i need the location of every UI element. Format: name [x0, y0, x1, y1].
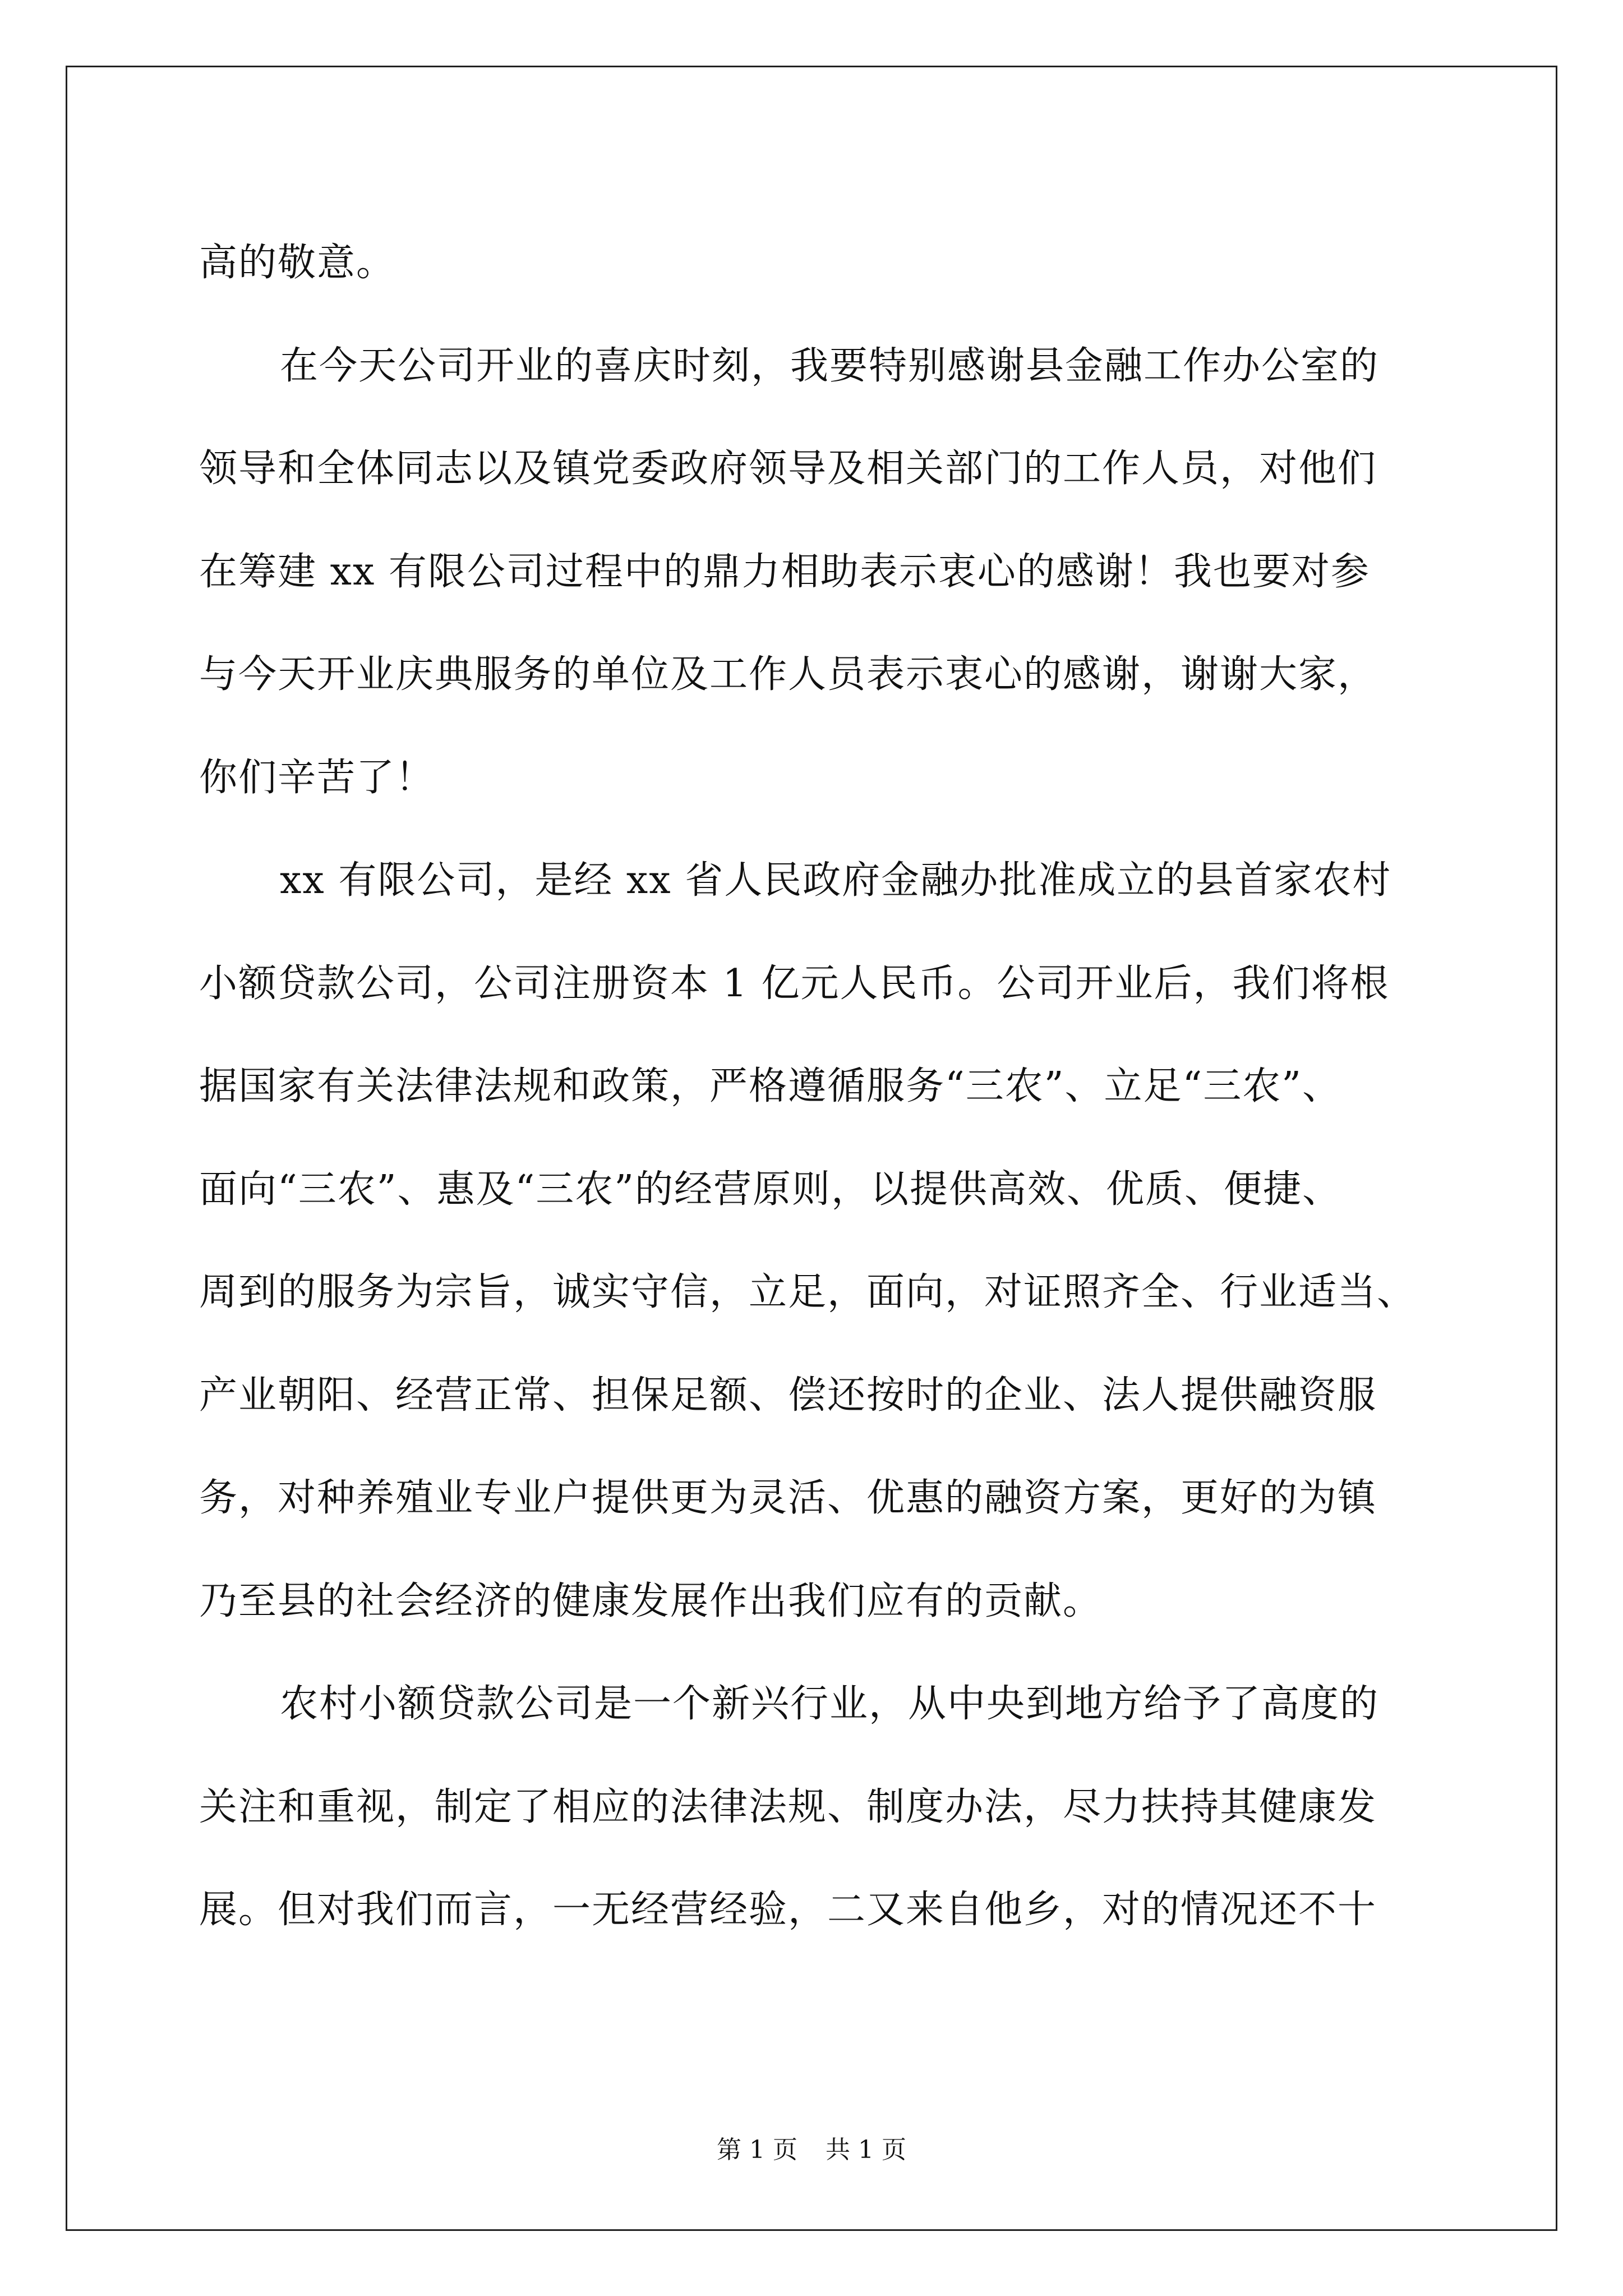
- text-line: 你们辛苦了！: [199, 755, 435, 800]
- page-total: 共 1 页: [826, 2136, 906, 2164]
- page-footer: [0, 2133, 1623, 2167]
- text-line: 关注和重视，制定了相应的法律法规、制度办法，尽力扶持其健康发: [199, 1784, 1377, 1829]
- document-body: [199, 211, 1433, 1962]
- text-line: 高的敬意。: [199, 241, 396, 285]
- paragraph-start-line: xx 有限公司，是经 xx 省人民政府金融办批准成立的县首家农村: [280, 858, 1392, 903]
- text-line: 周到的服务为宗旨，诚实守信，立足，面向，对证照齐全、行业适当、: [199, 1270, 1417, 1314]
- text-line: 与今天开业庆典服务的单位及工作人员表示衷心的感谢，谢谢大家，: [199, 652, 1377, 697]
- text-line: 面向“三农”、惠及“三农”的经营原则，以提供高效、优质、便捷、: [199, 1167, 1342, 1212]
- text-line: 务，对种养殖业专业户提供更为灵活、优惠的融资方案，更好的为镇: [199, 1476, 1377, 1520]
- paragraph-start-line: 农村小额贷款公司是一个新兴行业，从中央到地方给予了高度的: [280, 1682, 1380, 1726]
- page-number: 第 1 页: [717, 2136, 797, 2164]
- text-line: 乃至县的社会经济的健康发展作出我们应有的贡献。: [199, 1579, 1103, 1623]
- text-line: 展。但对我们而言，一无经营经验，二又来自他乡，对的情况还不十: [199, 1888, 1377, 1932]
- text-line: 在筹建 xx 有限公司过程中的鼎力相助表示衷心的感谢！我也要对参: [199, 549, 1370, 594]
- paragraph-start-line: 在今天公司开业的喜庆时刻，我要特别感谢县金融工作办公室的: [280, 343, 1380, 388]
- text-line: 小额贷款公司，公司注册资本 1 亿元人民币。公司开业后，我们将根: [199, 961, 1390, 1006]
- text-line: 领导和全体同志以及镇党委政府领导及相关部门的工作人员，对他们: [199, 447, 1377, 491]
- text-line: 据国家有关法律法规和政策，严格遵循服务“三农”、立足“三农”、: [199, 1064, 1342, 1108]
- text-line: 产业朝阳、经营正常、担保足额、偿还按时的企业、法人提供融资服: [199, 1373, 1377, 1418]
